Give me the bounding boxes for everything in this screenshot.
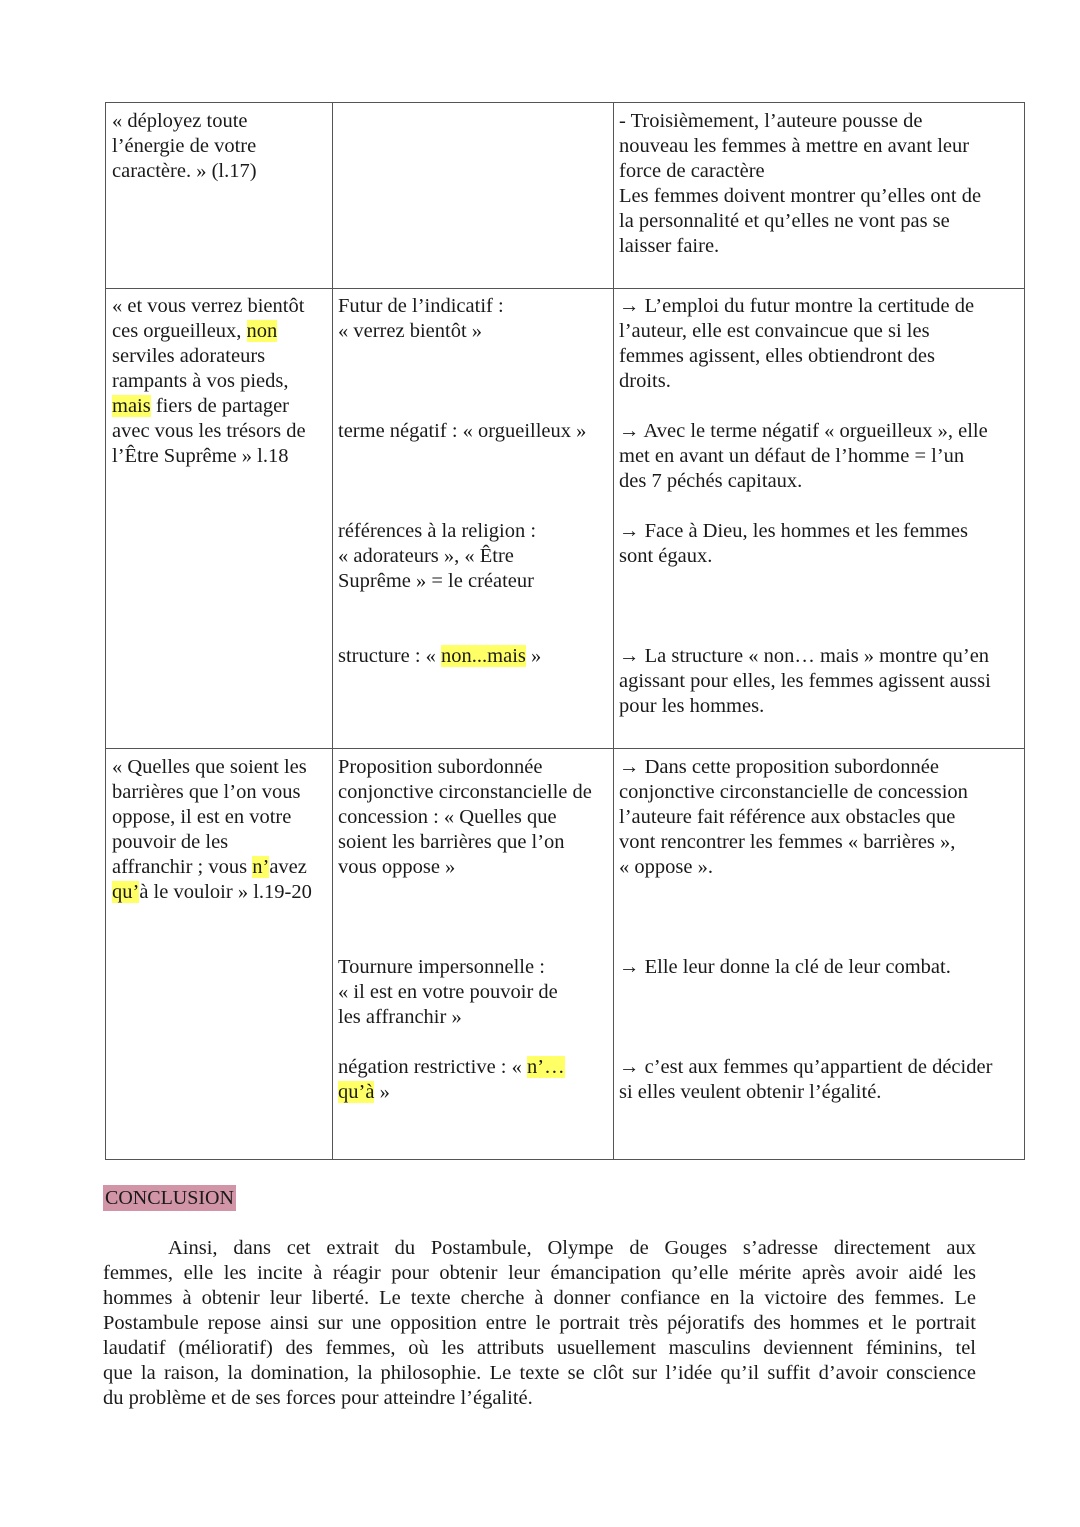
row3-quote: « Quelles que soient les barrières que l’on vous oppose, il est en votre pouvoir de les affranchir ; vous n’avez qu’à le vouloir » l.19-20 (112, 756, 312, 903)
row2-quote: « et vous verrez bientôt ces orgueilleux, non serviles adorateurs rampants à vos pieds, mais fiers de partager avec vous les trésors de l’Être Suprême » l.18 (112, 295, 306, 467)
analysis-table (105, 102, 1025, 1160)
row2-interpretation-structure: → La structure « non… mais » montre qu’en agissant pour elles, les femmes agissent aussi pour les hommes. (619, 645, 991, 717)
row1-interpretation: - Troisièmement, l’auteure pousse de nouveau les femmes à mettre en avant leur force de caractère Les femmes doivent montrer qu’elles ont de la personnalité et qu’elles ne vont pas se laisser faire. (619, 110, 982, 257)
row2-procede-terme-negatif: terme négatif : « orgueilleux » (338, 420, 587, 442)
row2-interpretation-terme-negatif: → Avec le terme négatif « orgueilleux », elle met en avant un défaut de l’homme = l’un des 7 péchés capitaux. (619, 420, 988, 492)
highlight: qu’ (112, 881, 140, 903)
highlight: n’ (252, 856, 270, 878)
row2-interpretation-religion: → Face à Dieu, les hommes et les femmes sont égaux. (619, 520, 968, 567)
row2-procede-futur: Futur de l’indicatif : « verrez bientôt » (338, 295, 504, 342)
row3-procede-subordonnee: Proposition subordonnée conjonctive circonstancielle de concession : « Quelles que soient les barrières que l’on vous oppose » (338, 756, 592, 878)
highlight: mais (112, 395, 151, 417)
conclusion-heading: CONCLUSION (105, 1187, 234, 1209)
column-divider (613, 103, 614, 1159)
row3-procede-impersonnelle: Tournure impersonnelle : « il est en votre pouvoir de les affranchir » (338, 956, 558, 1028)
highlight: qu’à (338, 1081, 375, 1103)
row3-interpretation-negation: → c’est aux femmes qu’appartient de décider si elles veulent obtenir l’égalité. (619, 1056, 993, 1103)
column-divider (332, 103, 333, 1159)
row2-procede-structure: structure : « non...mais » (338, 645, 542, 667)
conclusion-paragraph: Ainsi, dans cet extrait du Postambule, Olympe de Gouges s’adresse directement aux femmes, elle les incite à réagir pour obtenir leur émancipation qu’elle mérite après avoir aidé les hommes à obtenir leur liberté. Le texte cherche à donner confiance en la victoire des femmes. Le Postambule repose ainsi sur une opposition entre le portrait très péjoratifs des hommes et le portrait laudatif (mélioratif) des femmes, où les attributs usuellement masculins deviennent féminins, tel que la raison, la domination, la philosophie. Le texte se clôt sur l’idée qu’il suffit d’avoir conscience du problème et de ses forces pour atteindre l’égalité. (103, 1237, 976, 1409)
row3-interpretation-subordonnee: → Dans cette proposition subordonnée conjonctive circonstancielle de concession l’auteure fait référence aux obstacles que vont rencontrer les femmes « barrières », « oppose ». (619, 756, 968, 878)
row-divider (106, 748, 1024, 749)
row1-quote: « déployez toute l’énergie de votre caractère. » (l.17) (112, 110, 257, 182)
row3-procede-negation: négation restrictive : « n’… qu’à » (338, 1056, 565, 1103)
row2-procede-religion: références à la religion : « adorateurs », « Être Suprême » = le créateur (338, 520, 537, 592)
highlight: n’… (527, 1056, 565, 1078)
row-divider (106, 288, 1024, 289)
highlight: non (246, 320, 278, 342)
highlight: non...mais (441, 645, 526, 667)
row3-interpretation-impersonnelle: → Elle leur donne la clé de leur combat. (619, 956, 951, 978)
row2-interpretation-futur: → L’emploi du futur montre la certitude de l’auteur, elle est convaincue que si les femmes agissent, elles obtiendront des droits. (619, 295, 975, 392)
